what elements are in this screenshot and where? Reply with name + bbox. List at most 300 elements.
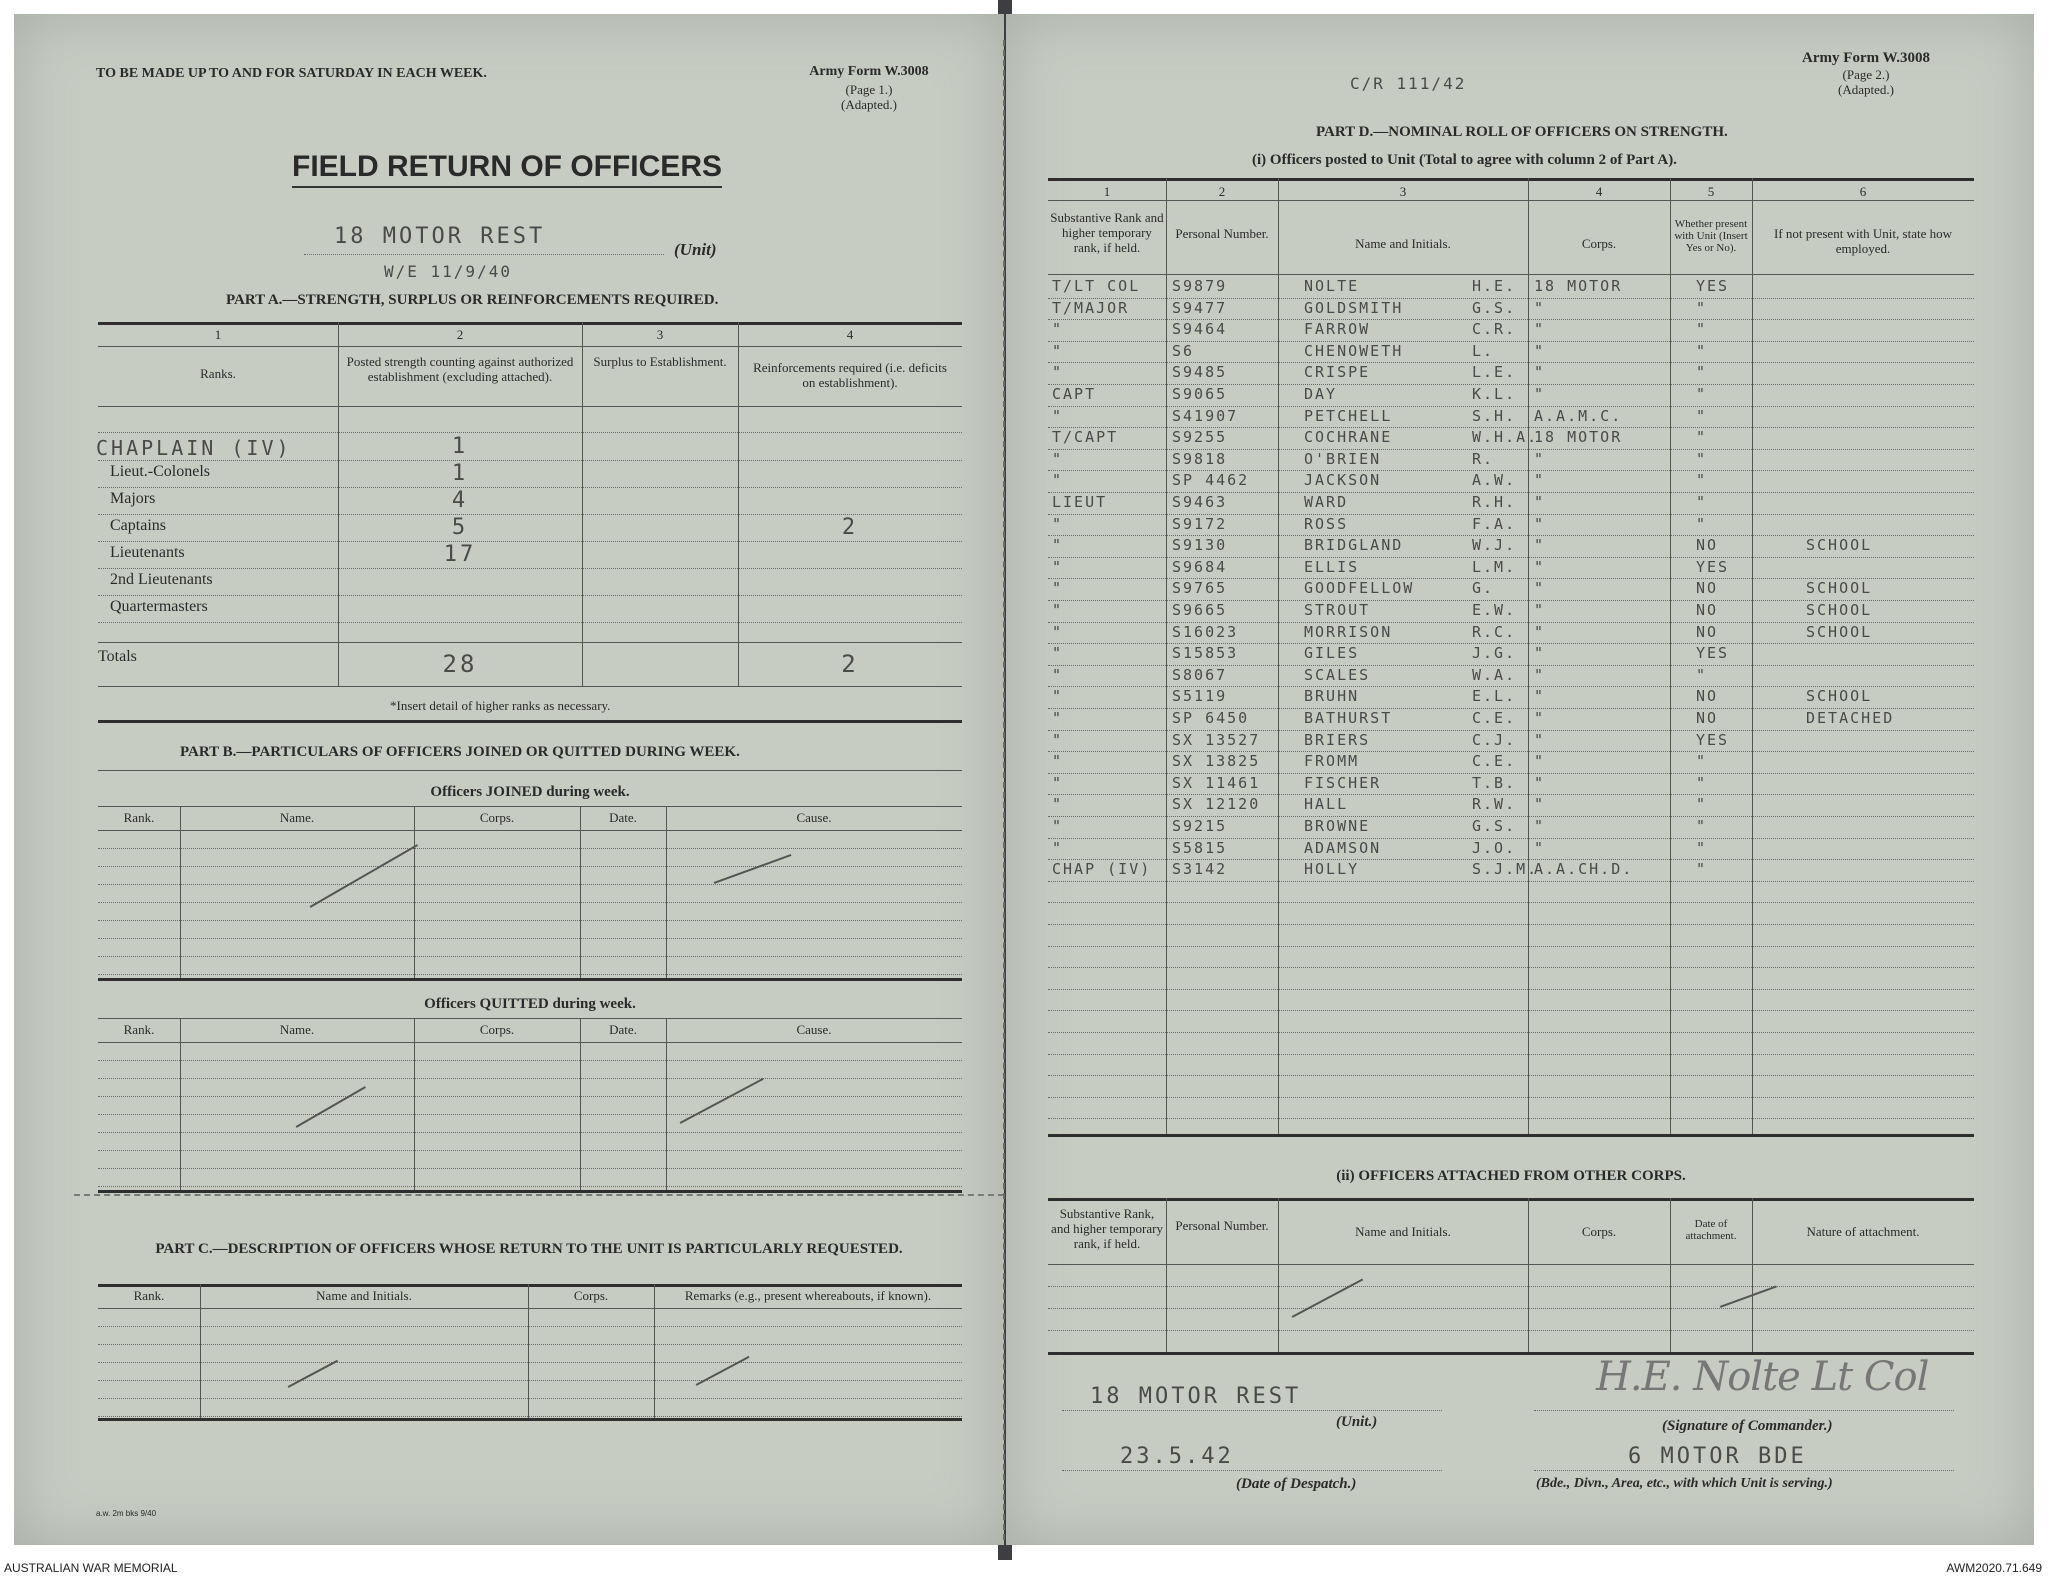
column-header: Name and Initials.: [1355, 1224, 1451, 1239]
row-rule: [98, 1344, 962, 1345]
officer-name: BROWNE: [1304, 817, 1371, 835]
column-rule: [580, 806, 581, 978]
totals-label: Totals: [98, 648, 137, 665]
officer-init: G.S.: [1472, 298, 1517, 317]
unit-label: (Unit.): [1336, 1414, 1378, 1430]
officer-rank: ": [1052, 687, 1064, 706]
officer-init: R.W.: [1472, 795, 1517, 814]
officer-name: JACKSON: [1304, 471, 1382, 490]
officer-init: H.E.: [1472, 277, 1517, 295]
officer-rank: ": [1052, 536, 1064, 555]
officer-row: [1006, 752, 2006, 774]
officer-init: J.G.: [1472, 644, 1517, 663]
nil-stroke: [310, 844, 418, 907]
officer-row: [1006, 320, 2006, 342]
officer-name: PETCHELL: [1304, 406, 1393, 425]
officer-corps: ": [1534, 536, 1546, 555]
officer-corps: ": [1534, 298, 1546, 317]
reference-handwritten: C/R 111/42: [1350, 74, 1467, 93]
officer-rank: ": [1052, 557, 1064, 576]
officer-corps: ": [1534, 773, 1546, 792]
officer-row: [1006, 342, 2006, 364]
officer-number: S9477: [1172, 298, 1228, 317]
column-header: Date of attachment.: [1685, 1218, 1737, 1242]
officer-rank: ": [1052, 730, 1064, 749]
column-header: Cause.: [796, 810, 832, 825]
officer-row: [1006, 644, 2006, 666]
officer-corps: 18 MOTOR: [1534, 428, 1623, 447]
officer-init: C.R.: [1472, 320, 1517, 339]
officer-corps: ": [1534, 557, 1546, 576]
column-rule: [180, 806, 181, 978]
officer-corps: ": [1534, 665, 1546, 684]
officer-init: W.A.: [1472, 665, 1517, 684]
officer-name: ELLIS: [1304, 557, 1360, 576]
officer-init: R.C.: [1472, 622, 1517, 641]
officer-corps: A.A.M.C.: [1534, 406, 1623, 425]
officer-rank: T/LT COL: [1052, 277, 1141, 295]
officer-number: S9215: [1172, 817, 1228, 835]
column-number: 6: [1859, 184, 1867, 199]
row-rule: [98, 848, 962, 849]
officer-corps: ": [1534, 493, 1546, 511]
row-rule: [98, 1132, 962, 1133]
column-header: Name and Initials.: [1355, 236, 1451, 251]
officer-number: SX 12120: [1172, 795, 1261, 814]
column-header: Corps.: [573, 1288, 609, 1303]
officer-row: [1006, 623, 2006, 645]
row-rule: [1048, 1032, 1974, 1033]
row-rule: [98, 866, 962, 867]
officer-employed: SCHOOL: [1806, 579, 1873, 598]
officer-init: G.: [1472, 579, 1495, 598]
officer-init: L.: [1472, 341, 1495, 360]
column-header: Personal Number.: [1175, 226, 1269, 241]
officer-row: [1006, 277, 2006, 299]
column-rule: [180, 1018, 181, 1190]
row-rule: [98, 1186, 962, 1187]
officer-rank: ": [1052, 320, 1064, 339]
officer-corps: ": [1534, 579, 1546, 598]
officer-number: S9464: [1172, 320, 1228, 339]
officer-present: ": [1696, 428, 1708, 447]
row-rule: [1048, 1286, 1974, 1287]
officer-init: S.J.M.: [1472, 860, 1539, 879]
officer-corps: ": [1534, 385, 1546, 403]
officer-number: S5119: [1172, 687, 1228, 706]
header-rule: [98, 1042, 962, 1043]
officer-name: GOODFELLOW: [1304, 579, 1415, 598]
officer-number: S9065: [1172, 385, 1228, 403]
officer-rank: T/CAPT: [1052, 428, 1119, 447]
officer-init: L.M.: [1472, 557, 1517, 576]
rank-label: Majors: [110, 490, 156, 507]
top-note: TO BE MADE UP TO AND FOR SATURDAY IN EACH WEEK.: [96, 66, 487, 81]
nil-stroke: [714, 854, 792, 883]
officer-number: S41907: [1172, 406, 1239, 425]
officer-employed: SCHOOL: [1806, 601, 1873, 619]
part-a-heading: PART A.—STRENGTH, SURPLUS OR REINFORCEMENTS REQUIRED.: [226, 292, 719, 308]
signature-label: (Signature of Commander.): [1662, 1418, 1833, 1434]
printer-note: a.w. 2m bks 9/40: [96, 1509, 157, 1518]
row-rule: [1048, 1075, 1974, 1076]
officer-present: ": [1696, 449, 1708, 468]
officer-present: ": [1696, 320, 1708, 339]
part-a-footnote: *Insert detail of higher ranks as necessary.: [390, 698, 611, 713]
officer-row: [1006, 407, 2006, 429]
row-rule: [1048, 1118, 1974, 1119]
officer-corps: ": [1534, 817, 1546, 835]
officer-present: ": [1696, 860, 1708, 879]
posted-value: 1: [451, 461, 469, 486]
officer-row: [1006, 299, 2006, 321]
officer-present: ": [1696, 514, 1708, 533]
officer-corps: ": [1534, 730, 1546, 749]
row-rule: [98, 1398, 962, 1399]
column-header: If not present with Unit, state how employed.: [1774, 226, 1952, 256]
officer-init: A.W.: [1472, 471, 1517, 490]
officer-name: FARROW: [1304, 320, 1371, 339]
officer-name: WARD: [1304, 493, 1349, 511]
officer-corps: ": [1534, 601, 1546, 619]
officer-name: BATHURST: [1304, 709, 1393, 727]
officer-present: ": [1696, 795, 1708, 814]
column-header: Whether present with Unit (Insert Yes or No).: [1674, 218, 1748, 254]
officer-corps: ": [1534, 341, 1546, 360]
column-header: Name and Initials.: [316, 1288, 412, 1303]
officer-number: S9765: [1172, 579, 1228, 598]
posted-value: 1: [451, 434, 469, 459]
officer-employed: DETACHED: [1806, 709, 1895, 727]
form-number: Army Form W.3008: [1802, 50, 1930, 66]
officer-rank: ": [1052, 363, 1064, 382]
officer-rank: LIEUT: [1052, 493, 1108, 511]
officer-present: ": [1696, 385, 1708, 403]
row-rule: [1048, 902, 1974, 903]
row-rule: [98, 956, 962, 957]
row-rule: [98, 1114, 962, 1115]
row-rule: [98, 938, 962, 939]
row-rule: [98, 974, 962, 975]
officer-row: [1006, 687, 2006, 709]
officer-corps: ": [1534, 687, 1546, 706]
officer-present: ": [1696, 298, 1708, 317]
officer-name: ROSS: [1304, 514, 1349, 533]
officer-name: STROUT: [1304, 601, 1371, 619]
row-rule: [98, 595, 962, 596]
officer-name: FISCHER: [1304, 773, 1382, 792]
archive-credit: AUSTRALIAN WAR MEMORIAL: [4, 1561, 178, 1575]
column-rule: [1752, 1198, 1753, 1352]
column-header: Personal Number.: [1175, 1218, 1269, 1233]
row-rule: [98, 1060, 962, 1061]
officer-init: R.H.: [1472, 493, 1517, 511]
officer-rank: ": [1052, 838, 1064, 857]
row-rule: [98, 1362, 962, 1363]
officer-row: [1006, 795, 2006, 817]
row-rule: [1048, 967, 1974, 968]
joined-title: Officers JOINED during week.: [430, 784, 630, 800]
rank-label: 2nd Lieutenants: [110, 571, 213, 588]
officer-row: [1006, 579, 2006, 601]
row-rule: [98, 1416, 962, 1417]
officer-rank: ": [1052, 644, 1064, 663]
officer-present: ": [1696, 665, 1708, 684]
officer-rank: CHAP (IV): [1052, 860, 1152, 879]
officer-rank: ": [1052, 817, 1064, 835]
officer-number: SP 4462: [1172, 471, 1250, 490]
officer-number: S3142: [1172, 860, 1228, 879]
column-number: 4: [1595, 184, 1603, 199]
officer-name: DAY: [1304, 385, 1338, 403]
officer-present: NO: [1696, 687, 1719, 706]
officer-name: MORRISON: [1304, 622, 1393, 641]
week-ending-handwritten: W/E 11/9/40: [384, 262, 512, 281]
officer-present: ": [1696, 493, 1708, 511]
officer-row: [1006, 471, 2006, 493]
officer-present: ": [1696, 471, 1708, 490]
rank-label: Lieut.-Colonels: [110, 463, 210, 480]
column-number: 3: [1399, 184, 1407, 199]
officer-present: ": [1696, 838, 1708, 857]
officer-employed: SCHOOL: [1806, 687, 1873, 706]
totals-reinforcements: 2: [841, 650, 859, 678]
officer-name: HALL: [1304, 795, 1349, 814]
col-header-ranks: Ranks.: [200, 366, 236, 381]
officer-present: NO: [1696, 709, 1719, 727]
fold-line: [1003, 40, 1005, 1540]
column-header: Rank.: [123, 1022, 155, 1037]
officer-number: S9818: [1172, 449, 1228, 468]
part-d-heading: PART D.—NOMINAL ROLL OF OFFICERS ON STRENGTH.: [1316, 124, 1728, 140]
column-header: Date.: [609, 1022, 637, 1037]
row-rule: [98, 1326, 962, 1327]
header-rule: [1048, 274, 1974, 275]
officer-init: J.O.: [1472, 838, 1517, 857]
rank-label: Captains: [110, 517, 166, 534]
officer-number: SP 6450: [1172, 709, 1250, 727]
column-header: Date.: [609, 810, 637, 825]
column-rule: [414, 806, 415, 978]
officer-corps: ": [1534, 795, 1546, 814]
officer-present: NO: [1696, 579, 1719, 598]
officer-name: NOLTE: [1304, 277, 1360, 295]
officer-corps: ": [1534, 752, 1546, 771]
officer-init: W.J.: [1472, 536, 1517, 555]
officer-name: GILES: [1304, 644, 1360, 663]
officer-present: YES: [1696, 277, 1730, 295]
row-rule: [98, 1096, 962, 1097]
column-rule: [1166, 1198, 1167, 1352]
page-number: (Page 2.): [1842, 67, 1890, 82]
officer-name: COCHRANE: [1304, 428, 1393, 447]
unit-handwritten: 18 MOTOR REST: [334, 224, 546, 249]
officer-row: [1006, 774, 2006, 796]
officer-number: S9255: [1172, 428, 1228, 447]
officer-number: S9130: [1172, 536, 1228, 555]
officer-init: C.J.: [1472, 730, 1517, 749]
officer-corps: ": [1534, 709, 1546, 727]
column-rule: [1670, 1198, 1671, 1352]
officer-name: HOLLY: [1304, 860, 1360, 879]
officer-corps: 18 MOTOR: [1534, 277, 1623, 295]
officer-number: SX 13527: [1172, 730, 1261, 749]
brigade-handwritten: 6 MOTOR BDE: [1628, 1444, 1807, 1469]
row-rule: [98, 902, 962, 903]
column-rule: [1528, 1198, 1529, 1352]
rank-label: Quartermasters: [110, 598, 208, 615]
officer-rank: ": [1052, 601, 1064, 619]
officer-rank: ": [1052, 622, 1064, 641]
officer-rank: ": [1052, 665, 1064, 684]
officer-rank: ": [1052, 709, 1064, 727]
col-number: 1: [214, 327, 222, 342]
officer-init: G.S.: [1472, 817, 1517, 835]
column-rule: [1278, 1198, 1279, 1352]
column-header: Name.: [279, 1022, 315, 1037]
officer-number: S15853: [1172, 644, 1239, 663]
officer-rank: ": [1052, 341, 1064, 360]
officer-name: CHENOWETH: [1304, 341, 1404, 360]
column-number: 5: [1707, 184, 1715, 199]
section-ii-heading: (ii) OFFICERS ATTACHED FROM OTHER CORPS.: [1336, 1168, 1686, 1184]
row-rule: [98, 920, 962, 921]
officer-number: SX 13825: [1172, 752, 1261, 771]
unit-label: (Unit): [674, 240, 717, 259]
row-rule: [98, 884, 962, 885]
row-rule: [1048, 1308, 1974, 1309]
column-header: Substantive Rank and higher temporary rank, if held.: [1050, 210, 1164, 255]
column-rule: [666, 806, 667, 978]
officer-row: [1006, 363, 2006, 385]
officer-number: S9485: [1172, 363, 1228, 382]
officer-rank: T/MAJOR: [1052, 298, 1130, 317]
column-header: Rank.: [123, 810, 155, 825]
officer-name: ADAMSON: [1304, 838, 1382, 857]
officer-rank: ": [1052, 773, 1064, 792]
officer-rank: ": [1052, 449, 1064, 468]
commander-signature: H.E. Nolte Lt Col: [1596, 1354, 1929, 1400]
officer-init: R.: [1472, 449, 1495, 468]
officer-number: S9463: [1172, 493, 1228, 511]
officer-present: YES: [1696, 644, 1730, 663]
page-number: (Page 1.): [845, 82, 893, 97]
officer-init: K.L.: [1472, 385, 1517, 403]
column-number: 1: [1103, 184, 1111, 199]
col-number: 3: [656, 327, 664, 342]
col-header-posted: Posted strength counting against authorized establishment (excluding attached).: [346, 354, 574, 384]
officer-init: F.A.: [1472, 514, 1517, 533]
nil-stroke: [1292, 1279, 1363, 1318]
column-header: Corps.: [1581, 1224, 1617, 1239]
officer-number: S9172: [1172, 514, 1228, 533]
officer-rank: ": [1052, 514, 1064, 533]
row-rule: [98, 1168, 962, 1169]
unit-handwritten: 18 MOTOR REST: [1090, 1384, 1302, 1409]
officer-number: S9665: [1172, 601, 1228, 619]
left-page: [14, 14, 1004, 1545]
officer-rank: ": [1052, 579, 1064, 598]
officer-row: [1006, 860, 2006, 882]
officer-init: E.W.: [1472, 601, 1517, 619]
nil-stroke: [680, 1078, 764, 1123]
header-rule: [98, 830, 962, 831]
officer-employed: SCHOOL: [1806, 536, 1873, 555]
officer-number: S9879: [1172, 277, 1228, 295]
brigade-label: (Bde., Divn., Area, etc., with which Unit is serving.): [1536, 1476, 1833, 1491]
officer-corps: ": [1534, 838, 1546, 857]
posted-value: 17: [443, 542, 477, 567]
officer-number: S16023: [1172, 622, 1239, 641]
row-rule: [1048, 1330, 1974, 1331]
officer-init: T.B.: [1472, 773, 1517, 792]
row-rule: [98, 1078, 962, 1079]
officer-row: [1006, 666, 2006, 688]
rank-label: CHAPLAIN (IV): [96, 436, 292, 460]
officer-row: [1006, 385, 2006, 407]
officer-row: [1006, 536, 2006, 558]
officer-row: [1006, 493, 2006, 515]
officer-row: [1006, 450, 2006, 472]
officer-row: [1006, 709, 2006, 731]
officer-corps: ": [1534, 449, 1546, 468]
reinforcement-value: 2: [841, 515, 859, 540]
officer-init: S.H.: [1472, 406, 1517, 425]
officer-row: [1006, 839, 2006, 861]
officer-present: NO: [1696, 601, 1719, 619]
row-rule: [1048, 1097, 1974, 1098]
officer-rank: CAPT: [1052, 385, 1097, 403]
officer-name: BRIDGLAND: [1304, 536, 1404, 555]
officer-present: ": [1696, 773, 1708, 792]
nil-stroke: [1720, 1286, 1777, 1308]
officer-number: S9684: [1172, 557, 1228, 576]
row-rule: [98, 622, 962, 623]
officer-present: NO: [1696, 622, 1719, 641]
officer-corps: ": [1534, 320, 1546, 339]
column-header: Remarks (e.g., present whereabouts, if known).: [684, 1288, 932, 1303]
officer-row: [1006, 558, 2006, 580]
officer-rank: ": [1052, 406, 1064, 425]
header-rule: [1048, 200, 1974, 201]
officer-present: ": [1696, 817, 1708, 835]
column-header: Nature of attachment.: [1806, 1224, 1920, 1239]
officer-name: SCALES: [1304, 665, 1371, 684]
officer-init: C.E.: [1472, 752, 1517, 771]
officer-row: [1006, 817, 2006, 839]
part-c-heading: PART C.—DESCRIPTION OF OFFICERS WHOSE RETURN TO THE UNIT IS PARTICULARLY REQUESTED.: [155, 1241, 903, 1257]
adapted-note: (Adapted.): [841, 97, 897, 112]
adapted-note: (Adapted.): [1838, 82, 1894, 97]
row-rule: [98, 1380, 962, 1381]
officer-name: GOLDSMITH: [1304, 298, 1404, 317]
officer-corps: A.A.CH.D.: [1534, 860, 1634, 879]
posted-value: 5: [451, 515, 469, 540]
officer-corps: ": [1534, 471, 1546, 490]
row-rule: [1048, 946, 1974, 947]
row-rule: [1048, 1054, 1974, 1055]
officer-present: ": [1696, 363, 1708, 382]
officer-rank: ": [1052, 471, 1064, 490]
col-header-surplus: Surplus to Establishment.: [593, 354, 727, 369]
totals-posted: 28: [442, 650, 478, 678]
form-number: Army Form W.3008: [809, 64, 929, 79]
officer-init: C.E.: [1472, 709, 1517, 727]
officer-rank: ": [1052, 795, 1064, 814]
officer-employed: SCHOOL: [1806, 622, 1873, 641]
officer-present: YES: [1696, 730, 1730, 749]
officer-row: [1006, 731, 2006, 753]
